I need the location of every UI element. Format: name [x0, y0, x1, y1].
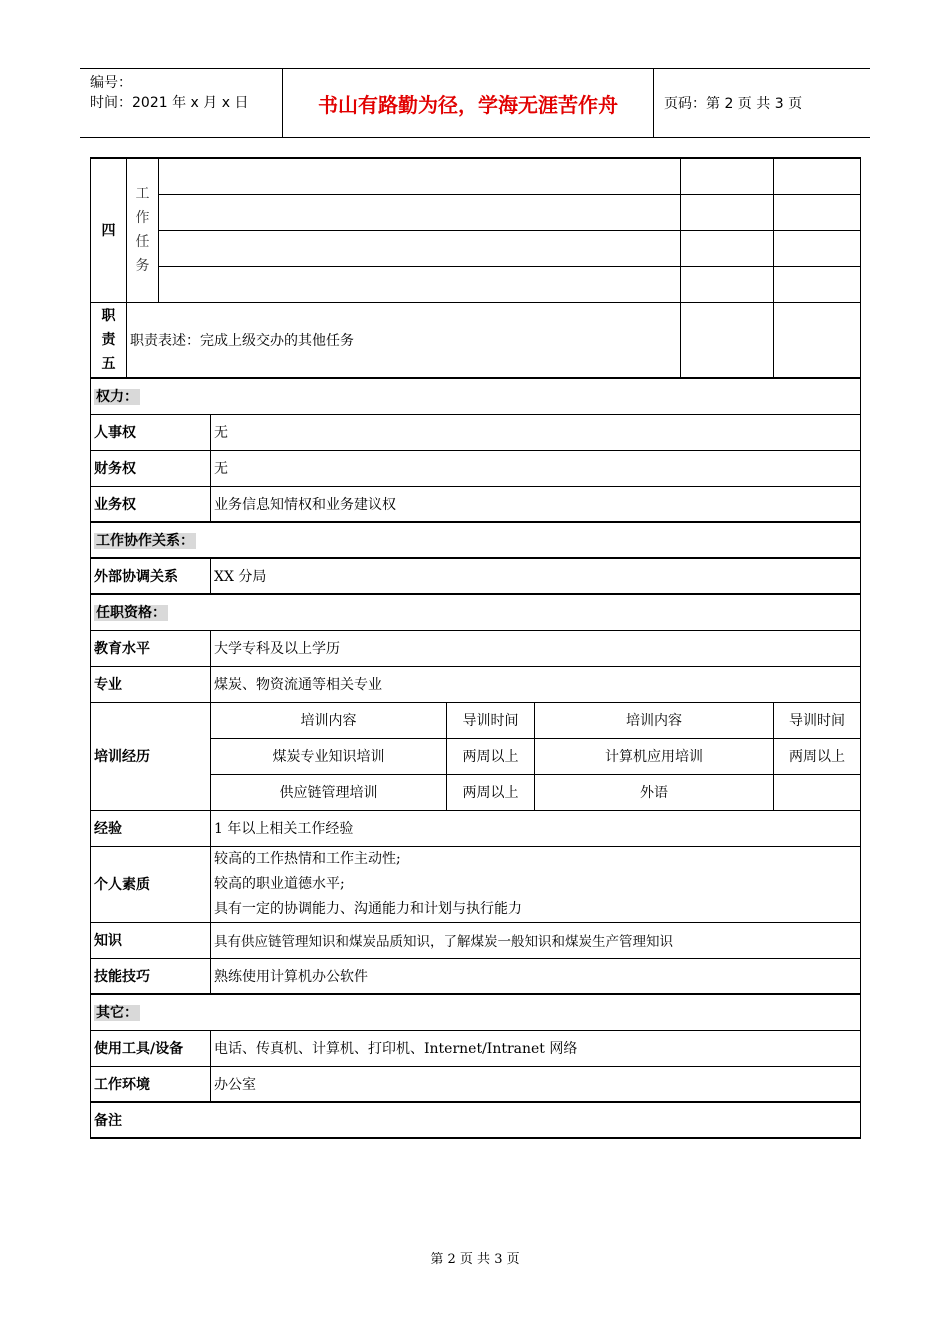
- duty4-task-3-col2: [681, 230, 774, 266]
- duty4-task-2-col3: [774, 194, 861, 230]
- quality-line: 较高的职业道德水平;: [214, 875, 345, 892]
- tools-label: 使用工具/设备: [91, 1030, 211, 1066]
- major-value: 煤炭、物资流通等相关专业: [211, 666, 861, 702]
- authority-personnel-label: 人事权: [91, 414, 211, 450]
- skill-label: 技能技巧: [91, 958, 211, 994]
- external-coordination-label: 外部协调关系: [91, 558, 211, 594]
- education-label: 教育水平: [91, 630, 211, 666]
- quality-label: 个人素质: [91, 846, 211, 922]
- duty4-task-3-col3: [774, 230, 861, 266]
- cooperation-section-title: 工作协作关系：: [91, 522, 861, 558]
- duty5-number: 职责五: [91, 302, 127, 378]
- duty4-task-2-col2: [681, 194, 774, 230]
- training-cell: 两周以上: [447, 774, 535, 810]
- duty4-task-1-col2: [681, 158, 774, 194]
- external-coordination-value: XX 分局: [211, 558, 861, 594]
- authority-finance-value: 无: [211, 450, 861, 486]
- quality-value: [211, 846, 861, 922]
- duty5-col2: [681, 302, 774, 378]
- header-meta: [80, 69, 282, 137]
- authority-personnel-value: 无: [211, 414, 861, 450]
- authority-finance-label: 财务权: [91, 450, 211, 486]
- training-cell: 两周以上: [447, 738, 535, 774]
- duty4-task-1-col3: [774, 158, 861, 194]
- training-label: 培训经历: [91, 702, 211, 810]
- page-header: [80, 68, 870, 138]
- training-header-time-1: 导训时间: [447, 702, 535, 738]
- training-cell: 煤炭专业知识培训: [211, 738, 447, 774]
- document-number: 编号：: [90, 75, 132, 91]
- knowledge-label: 知识: [91, 922, 211, 958]
- knowledge-value: 具有供应链管理知识和煤炭品质知识，了解煤炭一般知识和煤炭生产管理知识: [211, 922, 861, 958]
- training-cell: 外语: [535, 774, 774, 810]
- duty4-category: 工作任务: [127, 158, 159, 302]
- experience-label: 经验: [91, 810, 211, 846]
- experience-value: 1 年以上相关工作经验: [211, 810, 861, 846]
- training-header-content-1: 培训内容: [211, 702, 447, 738]
- duty4-task-4: [159, 266, 681, 302]
- training-cell: [774, 774, 861, 810]
- header-motto: 书山有路勤为径，学海无涯苦作舟: [282, 69, 654, 137]
- education-value: 大学专科及以上学历: [211, 630, 861, 666]
- authority-business-label: 业务权: [91, 486, 211, 522]
- duty4-task-3: [159, 230, 681, 266]
- quality-line: 较高的工作热情和工作主动性;: [214, 850, 401, 867]
- major-label: 专业: [91, 666, 211, 702]
- other-section-title: 其它：: [91, 994, 861, 1030]
- training-header-content-2: 培训内容: [535, 702, 774, 738]
- remark-label: 备注: [91, 1102, 861, 1138]
- skill-value: 熟练使用计算机办公软件: [211, 958, 861, 994]
- authority-business-value: 业务信息知情权和业务建议权: [211, 486, 861, 522]
- training-cell: 供应链管理培训: [211, 774, 447, 810]
- document-time: 时间：2021 年 x 月 x 日: [90, 95, 249, 111]
- tools-value: 电话、传真机、计算机、打印机、Internet/Intranet 网络: [211, 1030, 861, 1066]
- environment-value: 办公室: [211, 1066, 861, 1102]
- training-header-time-2: 导训时间: [774, 702, 861, 738]
- page-footer: 第 2 页 共 3 页: [430, 1252, 520, 1267]
- duty4-number: 四: [91, 158, 127, 302]
- job-description-table: [90, 157, 861, 1139]
- duty5-col3: [774, 302, 861, 378]
- qualification-section-title: 任职资格：: [91, 594, 861, 630]
- authority-section-title: 权力：: [91, 378, 861, 414]
- quality-line: 具有一定的协调能力、沟通能力和计划与执行能力: [214, 900, 522, 917]
- duty4-task-4-col3: [774, 266, 861, 302]
- duty4-task-1: [159, 158, 681, 194]
- duty4-task-4-col2: [681, 266, 774, 302]
- training-cell: 两周以上: [774, 738, 861, 774]
- training-cell: 计算机应用培训: [535, 738, 774, 774]
- environment-label: 工作环境: [91, 1066, 211, 1102]
- header-page-number: 页码：第 2 页 共 3 页: [664, 96, 803, 112]
- duty5-description: 职责表述：完成上级交办的其他任务: [127, 302, 681, 378]
- duty4-task-2: [159, 194, 681, 230]
